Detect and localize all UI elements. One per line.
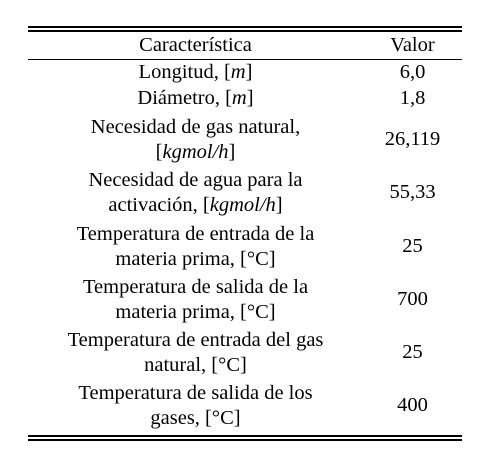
characteristic-text: [ — [155, 140, 163, 163]
value-cell: 25 — [402, 235, 423, 257]
characteristic-cell — [28, 328, 363, 378]
characteristic-line — [28, 115, 363, 140]
characteristic-line — [28, 275, 363, 300]
characteristic-text-end: ] — [245, 61, 253, 83]
table-row — [28, 273, 462, 326]
characteristic-text: natural, [°C] — [144, 353, 247, 376]
table-row — [28, 220, 462, 273]
characteristic-line — [28, 353, 363, 378]
header-characteristic: Característica — [139, 34, 252, 56]
unit-text: kgmol/h — [209, 193, 276, 216]
characteristic-line — [28, 140, 363, 165]
value-cell: 6,0 — [399, 61, 426, 83]
characteristic-text: Longitud, [ — [138, 61, 231, 83]
table-row — [28, 326, 462, 379]
characteristic-cell — [28, 86, 363, 111]
header-value: Valor — [390, 34, 435, 56]
bottom-rule-outer — [28, 439, 462, 441]
table-row — [28, 113, 462, 166]
value-cell: 400 — [397, 394, 428, 416]
unit-text: m — [230, 61, 246, 83]
characteristic-text: Diámetro, [ — [137, 87, 232, 109]
top-rule-inner — [28, 30, 462, 32]
characteristic-cell — [28, 222, 363, 272]
characteristic-cell — [28, 60, 363, 85]
characteristic-text: Necesidad de agua para la — [88, 168, 303, 191]
characteristic-line — [28, 300, 363, 325]
characteristic-text: materia prima, [°C] — [115, 300, 276, 323]
table-row — [28, 379, 462, 432]
characteristic-line — [28, 168, 363, 193]
value-cell: 55,33 — [389, 181, 436, 203]
characteristic-cell — [28, 168, 363, 218]
table-header-row — [28, 33, 462, 58]
characteristic-text: Necesidad de gas natural, — [90, 115, 301, 138]
characteristic-line — [28, 222, 363, 247]
unit-text: m — [231, 87, 247, 109]
value-cell: 700 — [397, 288, 428, 310]
characteristic-line — [28, 247, 363, 272]
unit-text: kgmol/h — [162, 140, 229, 163]
characteristic-text-end: ] — [228, 140, 236, 163]
characteristic-line — [28, 406, 363, 431]
characteristic-text: Temperatura de salida de los — [78, 381, 313, 404]
characteristic-text: Temperatura de entrada del gas — [67, 328, 324, 351]
characteristic-line — [28, 60, 363, 85]
table-row — [28, 60, 462, 85]
characteristic-cell — [28, 275, 363, 325]
characteristic-line — [28, 193, 363, 218]
characteristic-text-end: ] — [246, 87, 254, 109]
table-row — [28, 166, 462, 219]
characteristic-text: activación, [ — [108, 193, 210, 216]
characteristic-text: Temperatura de entrada de la — [76, 222, 315, 245]
characteristic-line — [28, 328, 363, 353]
characteristic-line — [28, 381, 363, 406]
characteristic-text: materia prima, [°C] — [115, 247, 276, 270]
characteristic-cell — [28, 115, 363, 165]
top-rule-outer — [28, 26, 462, 28]
characteristic-text: Temperatura de salida de la — [82, 275, 309, 298]
value-cell: 26,119 — [384, 128, 441, 150]
characteristic-text: gases, [°C] — [150, 406, 241, 429]
table-row — [28, 86, 462, 111]
characteristic-line — [28, 86, 363, 111]
value-cell: 1,8 — [399, 87, 426, 109]
bottom-rule-inner — [28, 435, 462, 437]
value-cell: 25 — [402, 341, 423, 363]
characteristic-text-end: ] — [275, 193, 283, 216]
characteristic-cell — [28, 381, 363, 431]
